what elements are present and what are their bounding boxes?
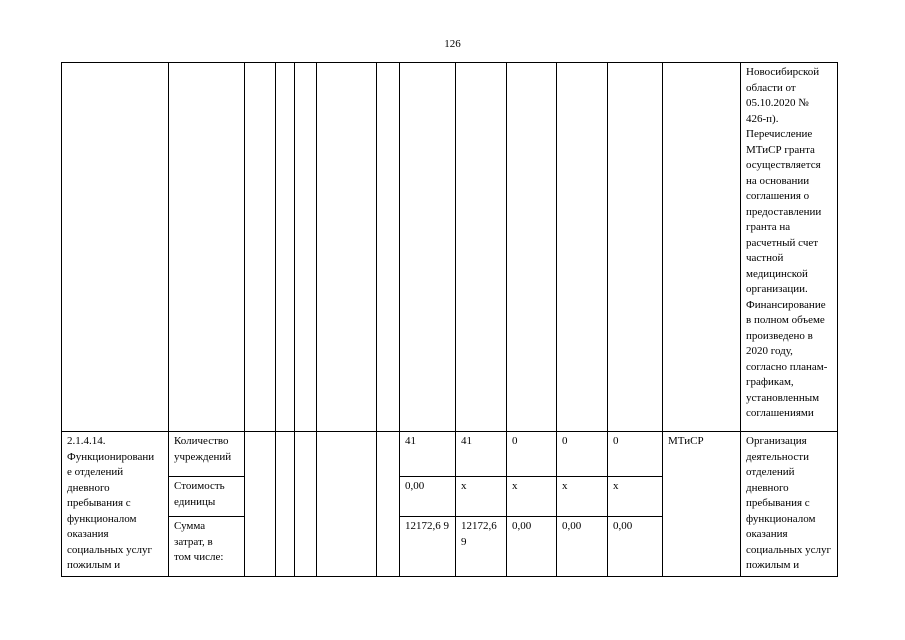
- page-number: 126: [444, 38, 461, 50]
- code-line: оказания: [67, 528, 109, 540]
- note-line: соглашения о: [746, 190, 810, 202]
- note-line: пожилым и: [746, 559, 800, 571]
- note-line: на основании: [746, 174, 810, 187]
- note-line: пребывания с: [746, 497, 810, 509]
- code-line: функционалом: [67, 512, 137, 525]
- cell-empty: [377, 63, 400, 432]
- note-line: предоставлении: [746, 205, 822, 218]
- note-line: Перечисление: [746, 128, 813, 140]
- program-table: [61, 62, 838, 577]
- cell-value: х: [507, 477, 557, 517]
- note-line: организации.: [746, 283, 808, 295]
- note-line: частной: [746, 252, 784, 264]
- code-line: пребывания с: [67, 497, 131, 509]
- note-line: произведено в: [746, 329, 813, 342]
- cell-empty: [377, 432, 400, 577]
- label-line: единицы: [174, 495, 216, 508]
- cell-value: 0,00: [507, 517, 557, 577]
- cell-indicator-label: [169, 517, 245, 577]
- cell-empty: [295, 432, 317, 577]
- cell-empty: [317, 63, 377, 432]
- code-line: пожилым и: [67, 559, 121, 571]
- note-line: деятельности: [746, 450, 809, 463]
- cell-empty: [295, 63, 317, 432]
- cell-value: 0,00: [400, 477, 456, 517]
- label-line: Количество: [174, 435, 229, 447]
- note-line: Организация: [746, 435, 807, 447]
- cell-empty: [245, 63, 276, 432]
- note-line: медицинской: [746, 267, 808, 280]
- cell-empty: [276, 63, 295, 432]
- cell-continued-note: [741, 63, 838, 432]
- note-line: социальных услуг: [746, 543, 832, 556]
- cell-code: [62, 63, 169, 432]
- cell-value: х: [456, 477, 507, 517]
- cell-executor: [663, 63, 741, 432]
- continued-row: [62, 63, 838, 432]
- cell-value: 0: [557, 432, 608, 477]
- note-line: расчетный счет: [746, 236, 819, 249]
- cell-value: 0,00: [557, 517, 608, 577]
- note-line: графикам,: [746, 376, 794, 388]
- cell-empty: [245, 432, 276, 577]
- label-line: Стоимость: [174, 480, 225, 492]
- cell-empty: [276, 432, 295, 577]
- table-row-count: [62, 432, 838, 477]
- label-line: затрат, в: [174, 535, 213, 548]
- cell-value-3: [507, 63, 557, 432]
- cell-indicator: [169, 63, 245, 432]
- cell-empty: [317, 432, 377, 577]
- note-line: в полном объеме: [746, 314, 825, 326]
- label-line: Сумма: [174, 520, 206, 532]
- cell-value: 0: [608, 432, 663, 477]
- note-line: дневного: [746, 481, 789, 494]
- cell-indicator-label: [169, 477, 245, 517]
- cell-indicator-label: [169, 432, 245, 477]
- cell-value: 12172,6 9: [456, 517, 507, 577]
- code-line: е отделений: [67, 466, 124, 478]
- label-line: том числе:: [174, 551, 224, 563]
- cell-value-1: [400, 63, 456, 432]
- note-line: Финансирование: [746, 298, 826, 311]
- cell-value-4: [557, 63, 608, 432]
- cell-value: 12172,6 9: [400, 517, 456, 577]
- cell-note: [741, 432, 838, 577]
- cell-value-2: [456, 63, 507, 432]
- note-line: соглашениями: [746, 407, 814, 419]
- note-line: Новосибирской: [746, 66, 820, 78]
- code-line: Функционировани: [67, 450, 155, 463]
- cell-value: 41: [400, 432, 456, 477]
- cell-value: 0: [507, 432, 557, 477]
- code-line: 2.1.4.14.: [67, 435, 106, 447]
- note-line: области от: [746, 81, 796, 94]
- note-line: установленным: [746, 391, 820, 404]
- cell-executor: МТиСР: [663, 432, 741, 577]
- cell-value: х: [557, 477, 608, 517]
- cell-value: х: [608, 477, 663, 517]
- note-line: 05.10.2020 №: [746, 97, 809, 109]
- note-line: отделений: [746, 466, 795, 478]
- code-line: социальных услуг: [67, 543, 153, 556]
- note-line: гранта на: [746, 221, 791, 233]
- label-line: учреждений: [174, 450, 232, 463]
- note-line: 2020 году,: [746, 345, 793, 357]
- note-line: осуществляется: [746, 159, 821, 171]
- note-line: оказания: [746, 528, 788, 540]
- code-line: дневного: [67, 481, 110, 494]
- note-line: 426-п).: [746, 112, 779, 125]
- cell-value: 41: [456, 432, 507, 477]
- cell-measure-code: [62, 432, 169, 577]
- note-line: МТиСР гранта: [746, 143, 815, 156]
- note-line: функционалом: [746, 512, 816, 525]
- note-line: согласно планам-: [746, 360, 828, 373]
- cell-value-5: [608, 63, 663, 432]
- cell-value: 0,00: [608, 517, 663, 577]
